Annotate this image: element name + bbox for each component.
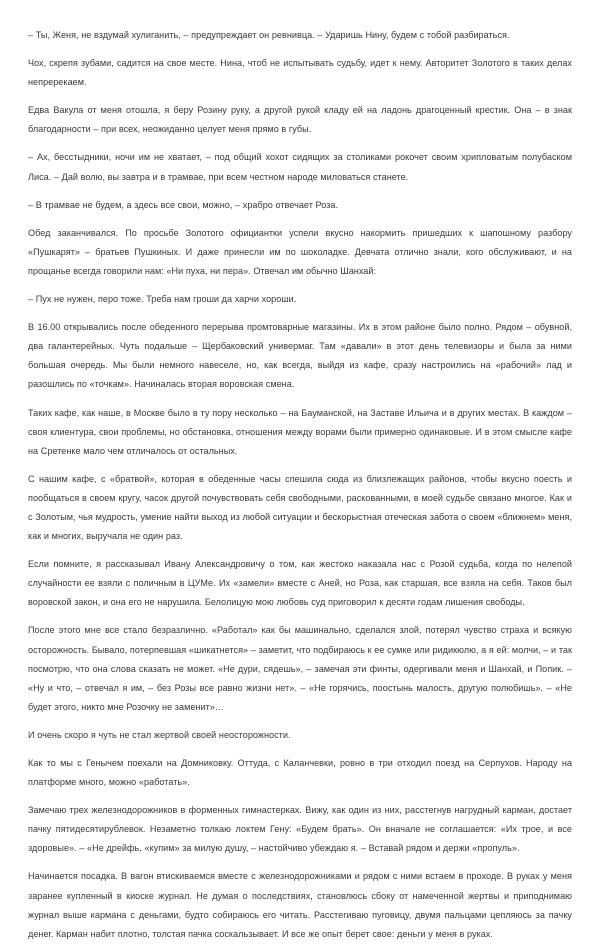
paragraph: В 16.00 открывались после обеденного перерыва промтоварные магазины. Их в этом районе было полно. Рядом – обувной, два галантерейных. Чуть подальше – Щербаковский универмаг. Там «давали» в этот день телевизоры и была за ними большая очередь. Мы были немного навеселе, но, как всегда, выйдя из кафе, сразу настроились на «рабочий» лад и разошлись по «точкам». Начиналась вторая воровская смена. — [28, 322, 572, 390]
paragraph: Как то мы с Генычем поехали на Домниковку. Оттуда, с Каланчевки, ровно в три отходил поезд на Серпухов. Народу на платформе много, можно «работать». — [28, 758, 572, 788]
paragraph: С нашим кафе, с «братвой», которая в обеденные часы спешила сюда из близлежащих районов, чтобы вкусно поесть и пообщаться в своем кругу, часок другой почувствовать себя свободными, раскованными, в моей судьбе связано многое. Как и с Золотым, чья мудрость, умение найти выход из любой ситуации и бескорыстная отеческая забота о своем «ближнем» меня, как и многих, выручала не один раз. — [28, 473, 572, 542]
paragraph: – Пух не нужен, перо тоже. Треба нам гроши да харчи хороши. — [28, 294, 297, 305]
paragraph: Обед заканчивался. По просьбе Золотого официантки успели вкусно накормить пришедших к шапошному разбору «Пушкарят» – братьев Пушкиных. И даже принесли им по шоколадке. Девчата отлично знали, кого обслуживают, и на прощанье всегда говорили нам: «Ни пуха, ни пера». Отвечал им обычно Шанхай: — [28, 227, 572, 276]
paragraph: Едва Вакула от меня отошла, я беру Розину руку, а другой рукой кладу ей на ладонь драгоценный крестик. Она – в знак благодарности – при всех, неожиданно целует меня прямо в губы. — [28, 105, 572, 135]
paragraph: – В трамвае не будем, а здесь все свои, можно, – храбро отвечает Роза. — [28, 199, 339, 210]
paragraph: Замечаю трех железнодорожников в форменных гимнастерках. Вижу, как один из них, расстегнув нагрудный карман, достает пачку пятидесятирублевок. Незаметно толкаю локтем Гену: «Будем брать». Он вначале не соглашается: «Их трое, и все здоровые». – «Не дрейфь, «купим» за милую душу, – настойчиво убеждаю я. – Вставай рядом и держи «пропуль». — [28, 805, 572, 854]
paragraph: Чох, скрепя зубами, садится на свое месте. Нина, чтоб не испытывать судьбу, идет к нему. Авторитет Золотого в таких делах непререкаем. — [28, 58, 572, 88]
paragraph: И очень скоро я чуть не стал жертвой своей неосторожности. — [28, 729, 291, 740]
paragraph: – Ты, Женя, не вздумай хулиганить, – предупреждает он ревнивца. – Ударишь Нину, будем с тобой разбираться. — [28, 30, 510, 40]
paragraph: После этого мне все стало безразлично. «Работал» как бы машинально, сделался злой, потерял чувство страха и всякую осторожность. Бывало, потерпевшая «шикатнется» – заметит, что подбираюсь к ее сумке или ридикюлю, а я ей: молчи, – и так посмотрю, что она слова сказать не может. «Не дури, сядешь», – замечая эти финты, одергивали меня и Шанхай, и Попик. – «Ну и что, – отвечал я им, – без Розы все равно жизни нет». – «Не горячись, поостынь малость, другую полюбишь». – «Не будет этого, никто мне Розочку не заменит»… — [28, 625, 572, 712]
paragraph: Таких кафе, как наше, в Москве было в ту пору несколько – на Бауманской, на Заставе Ильича и в других местах. В каждом – своя клиентура, свои проблемы, но обстановка, отношения между ворами были примерно одинаковые. И в этом смысле кафе на Сретенке мало чем отличалось от остальных. — [28, 407, 572, 456]
document-body-text — [28, 26, 572, 944]
paragraph: Если помните, я рассказывал Ивану Александровичу о том, как жестоко наказала нас с Розой судьба, когда по нелепой случайности ее взяли с поличным в ЦУМе. Их «замели» вместе с Аней, но Роза, как старшая, все взяла на себя. Таков был воровской закон, и она его не нарушила. Белолицую мою любовь суд приговорил к десяти годам лишения свободы. — [28, 559, 572, 608]
paragraph: – Ах, бесстыдники, ночи им не хватает, – под общий хохот сидящих за столиками рокочет своим хрипловатым полубаском Лиса. – Дай волю, вы завтра и в трамвае, при всем честном народе миловаться станете. — [28, 152, 572, 182]
paragraph: Начинается посадка. В вагон втискиваемся вместе с железнодорожниками и рядом с ними встаем в проходе. В руках у меня заранее купленный в киоске журнал. Не думая о последствиях, становлюсь сбоку от намеченной жертвы и приподнимаю журнал выше кармана с деньгами, будто собираюсь его читать. Расстегиваю пуговицу, двумя пальцами цепляюсь за пачку денег. Карман набит плотно, толстая пачка соскальзывает. И все же опыт берет свое: деньги у меня в руках. — [28, 871, 572, 939]
